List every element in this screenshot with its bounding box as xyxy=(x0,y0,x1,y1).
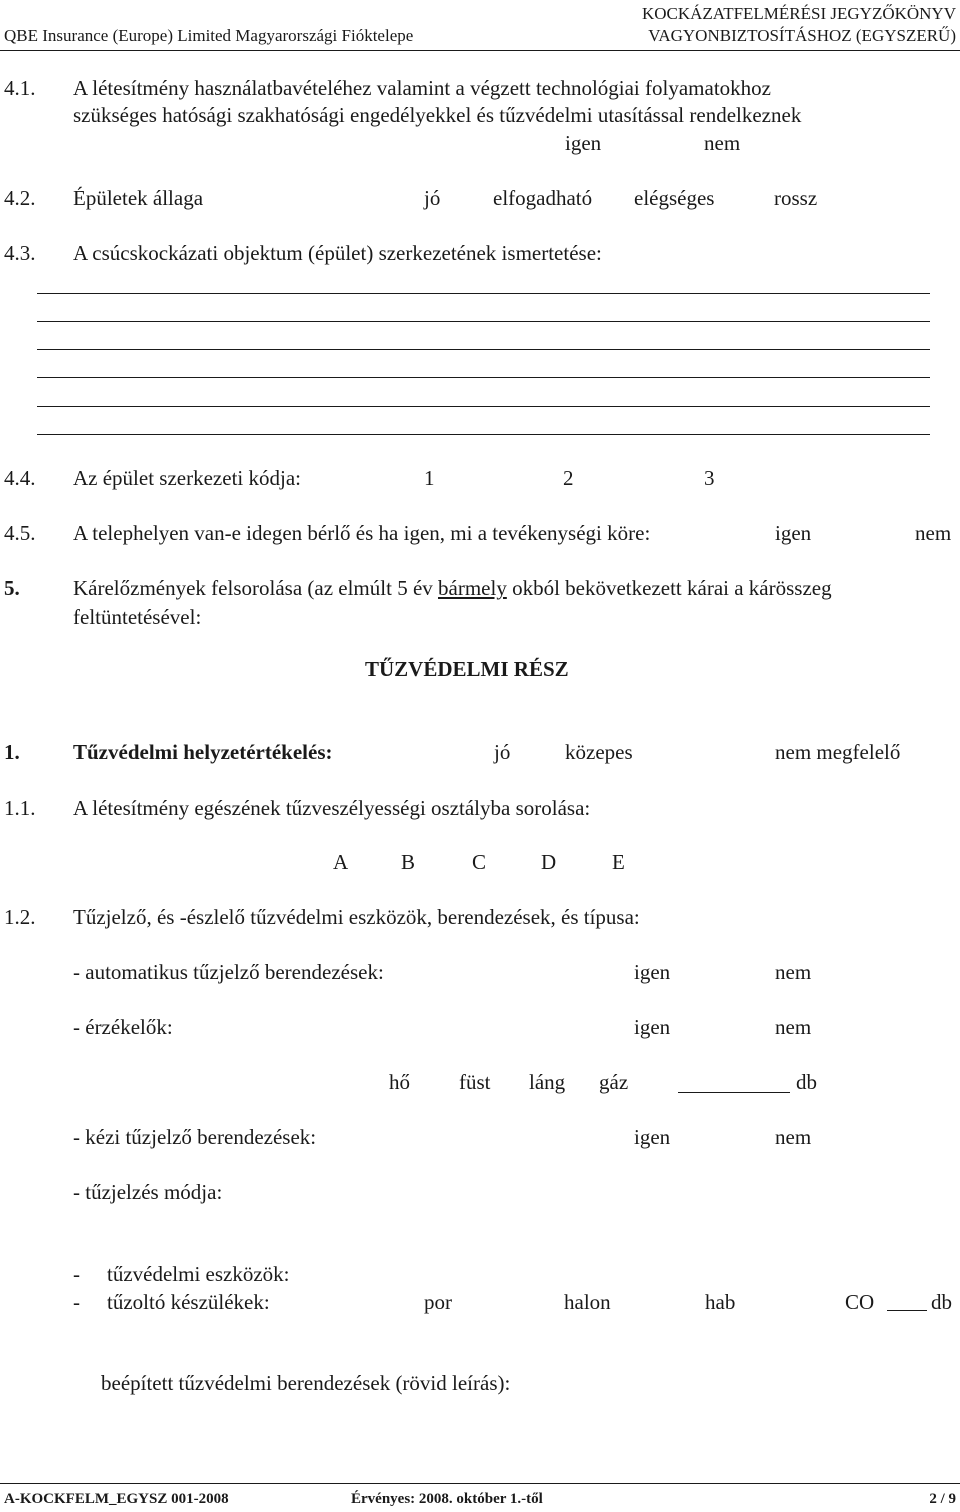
s1-option-inadequate[interactable]: nem megfelelő xyxy=(775,740,901,764)
equipment-dash: - xyxy=(73,1262,80,1286)
sensor-count-line[interactable] xyxy=(678,1092,790,1093)
q4-3-number: 4.3. xyxy=(4,241,36,265)
sensor-type-flame[interactable]: láng xyxy=(529,1070,566,1094)
q4-3-text: A csúcskockázati objektum (épület) szerkezetének ismertetése: xyxy=(73,241,602,265)
s1-1-text: A létesítmény egészének tűzveszélyességi osztályba sorolása: xyxy=(73,796,591,820)
s1-2-text: Tűzjelző, és -észlelő tűzvédelmi eszközök, berendezések, és típusa: xyxy=(73,905,640,929)
extinguisher-count-line[interactable] xyxy=(887,1310,927,1311)
q4-5-option-yes[interactable]: igen xyxy=(775,521,812,545)
s1-1-class-c[interactable]: C xyxy=(472,850,487,874)
q4-2-text: Épületek állaga xyxy=(73,186,204,210)
auto-detector-option-yes[interactable]: igen xyxy=(634,960,671,984)
extinguisher-type-halon[interactable]: halon xyxy=(564,1290,611,1314)
q5-text-after: okból bekövetkezett kárai a kárösszeg xyxy=(506,576,832,600)
q4-4-option-2[interactable]: 2 xyxy=(563,466,574,490)
manual-detector-label: - kézi tűzjelző berendezések: xyxy=(73,1125,317,1149)
sensors-option-no[interactable]: nem xyxy=(775,1015,812,1039)
footer-valid-from: Érvényes: 2008. október 1.-től xyxy=(351,1491,543,1507)
footer-divider xyxy=(0,1483,960,1484)
builtin-systems-label: beépített tűzvédelmi berendezések (rövid leírás): xyxy=(101,1371,511,1395)
extinguisher-type-co[interactable]: CO xyxy=(845,1290,875,1314)
auto-detector-label: - automatikus tűzjelző berendezések: xyxy=(73,960,384,984)
header-company: QBE Insurance (Europe) Limited Magyarországi Fióktelepe xyxy=(4,26,414,45)
manual-detector-option-yes[interactable]: igen xyxy=(634,1125,671,1149)
alarm-mode-label: - tűzjelzés módja: xyxy=(73,1180,223,1204)
q5-text-line2: feltüntetésével: xyxy=(73,605,202,629)
q4-4-text: Az épület szerkezeti kódja: xyxy=(73,466,301,490)
q4-2-option-good[interactable]: jó xyxy=(424,186,441,210)
q4-1-text-line1: A létesítmény használatbavételéhez valamint a végzett technológiai folyamatokhoz xyxy=(73,76,771,100)
q4-1-option-yes[interactable]: igen xyxy=(565,131,602,155)
equipment-label: tűzvédelmi eszközök: xyxy=(107,1262,290,1286)
header-doc-title-line1: KOCKÁZATFELMÉRÉSI JEGYZŐKÖNYV xyxy=(641,4,956,23)
sensors-label: - érzékelők: xyxy=(73,1015,173,1039)
answer-line[interactable] xyxy=(37,349,930,350)
s1-2-number: 1.2. xyxy=(4,905,36,929)
s1-text: Tűzvédelmi helyzetértékelés: xyxy=(73,740,333,764)
footer-page-number: 2 / 9 xyxy=(929,1491,956,1507)
q4-4-option-3[interactable]: 3 xyxy=(704,466,715,490)
q5-text-before: Kárelőzmények felsorolása (az elmúlt 5 év xyxy=(73,576,439,600)
q4-1-text-line2: szükséges hatósági szakhatósági engedélyekkel és tűzvédelmi utasítással rendelkeznek xyxy=(73,103,802,127)
auto-detector-option-no[interactable]: nem xyxy=(775,960,812,984)
sensor-count-unit: db xyxy=(796,1070,817,1094)
s1-1-class-b[interactable]: B xyxy=(401,850,416,874)
q5-text-line1 xyxy=(73,576,832,600)
q4-2-number: 4.2. xyxy=(4,186,36,210)
extinguisher-count-unit: db xyxy=(931,1290,952,1314)
sensor-type-gas[interactable]: gáz xyxy=(599,1070,629,1094)
q4-5-number: 4.5. xyxy=(4,521,36,545)
answer-line[interactable] xyxy=(37,434,930,435)
s1-1-class-a[interactable]: A xyxy=(333,850,349,874)
q4-2-option-sufficient[interactable]: elégséges xyxy=(634,186,715,210)
s1-1-number: 1.1. xyxy=(4,796,36,820)
s1-1-class-e[interactable]: E xyxy=(612,850,625,874)
q4-5-text: A telephelyen van-e idegen bérlő és ha igen, mi a tevékenységi köre: xyxy=(73,521,651,545)
q4-1-number: 4.1. xyxy=(4,76,36,100)
s1-number: 1. xyxy=(4,740,20,764)
s1-option-good[interactable]: jó xyxy=(494,740,511,764)
extinguisher-dash: - xyxy=(73,1290,80,1314)
extinguisher-type-foam[interactable]: hab xyxy=(705,1290,736,1314)
header-doc-title-line2: VAGYONBIZTOSÍTÁSHOZ (EGYSZERŰ) xyxy=(648,26,956,45)
section-title: TŰZVÉDELMI RÉSZ xyxy=(365,657,569,681)
answer-line[interactable] xyxy=(37,293,930,294)
q4-2-option-bad[interactable]: rossz xyxy=(774,186,818,210)
header-divider xyxy=(0,50,960,51)
q5-text-underlined: bármely xyxy=(438,576,507,600)
extinguisher-type-powder[interactable]: por xyxy=(424,1290,452,1314)
sensor-type-smoke[interactable]: füst xyxy=(459,1070,491,1094)
q5-number: 5. xyxy=(4,576,20,600)
sensors-option-yes[interactable]: igen xyxy=(634,1015,671,1039)
manual-detector-option-no[interactable]: nem xyxy=(775,1125,812,1149)
q4-4-number: 4.4. xyxy=(4,466,36,490)
answer-line[interactable] xyxy=(37,406,930,407)
q4-5-option-no[interactable]: nem xyxy=(915,521,952,545)
q4-1-option-no[interactable]: nem xyxy=(704,131,741,155)
q4-4-option-1[interactable]: 1 xyxy=(424,466,435,490)
q4-2-option-acceptable[interactable]: elfogadható xyxy=(493,186,593,210)
answer-line[interactable] xyxy=(37,377,930,378)
extinguisher-label: tűzoltó készülékek: xyxy=(107,1290,270,1314)
footer-doc-code: A-KOCKFELM_EGYSZ 001-2008 xyxy=(4,1491,229,1507)
sensor-type-heat[interactable]: hő xyxy=(389,1070,410,1094)
s1-option-medium[interactable]: közepes xyxy=(565,740,633,764)
answer-line[interactable] xyxy=(37,321,930,322)
s1-1-class-d[interactable]: D xyxy=(541,850,557,874)
